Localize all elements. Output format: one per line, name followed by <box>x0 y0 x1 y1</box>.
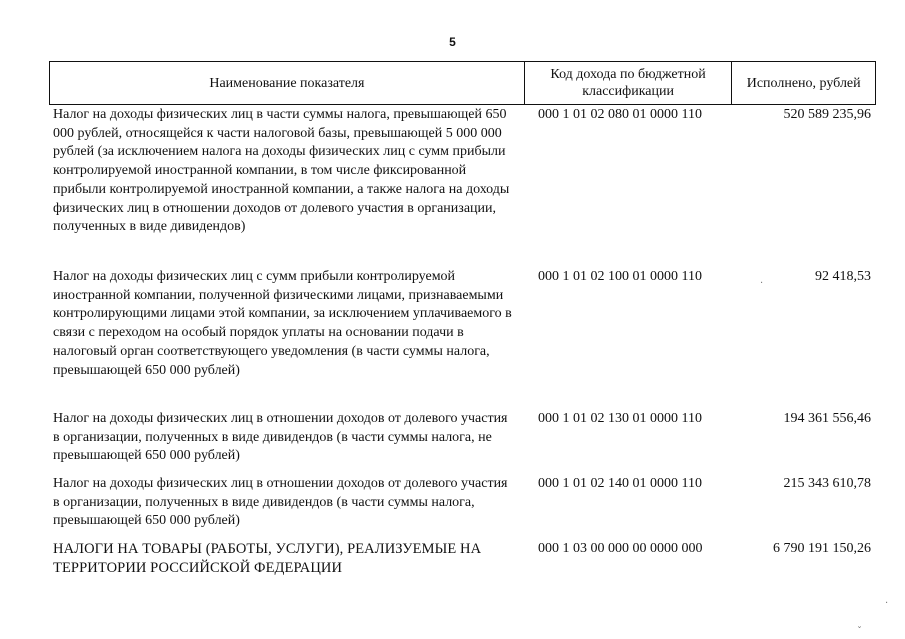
table-row <box>49 268 876 380</box>
row-value: 520 589 235,96 <box>783 107 871 122</box>
scan-speck: · <box>885 598 889 609</box>
row-code: 000 1 01 02 140 01 0000 110 <box>538 476 702 491</box>
table-row <box>49 106 876 237</box>
table-row <box>49 410 876 466</box>
row-name: Налог на доходы физических лиц в отношении доходов от долевого участия в организации, полученных в виде дивидендов (в части суммы налога, превышающей 650 000 рублей) <box>53 476 508 529</box>
header-value: Исполнено, рублей <box>746 75 861 91</box>
row-value: 194 361 556,46 <box>783 411 871 426</box>
row-name: Налог на доходы физических лиц в части суммы налога, превышающей 650 000 рублей, относящейся к части налоговой базы, превышающей 5 000 000 рублей (за исключением налога на доходы физических лиц с сумм прибыли контролируемой иностранной компании, в том числе фиксированной прибыли контролируемой иностранной компании, а также налога на доходы физических лиц в отношении доходов от долевого участия в организации, полученных в виде дивидендов) <box>53 107 510 235</box>
row-name: Налог на доходы физических лиц в отношении доходов от долевого участия в организации, полученных в виде дивидендов (в части суммы налога, не превышающей 650 000 рублей) <box>53 411 508 464</box>
header-code: Код дохода по бюджетной классификации <box>525 62 733 104</box>
scan-speck: ˇ <box>857 626 862 637</box>
row-value: 92 418,53 <box>815 269 871 284</box>
scan-speck: · <box>760 278 764 289</box>
revenue-table <box>49 61 876 576</box>
row-name: Налог на доходы физических лиц с сумм прибыли контролируемой иностранной компании, полученной физическими лицами, признаваемыми контролирующими лицами этой компании, за исключением уплачиваемого в связи с переходом на особый порядок уплаты на основании подачи в налоговый орган соответствующего уведомления (в части суммы налога, превышающей 650 000 рублей) <box>53 269 512 378</box>
row-code: 000 1 03 00 000 00 0000 000 <box>538 541 703 556</box>
table-row <box>49 475 876 531</box>
row-value: 215 343 610,78 <box>783 476 871 491</box>
table-row <box>49 540 876 577</box>
row-name: НАЛОГИ НА ТОВАРЫ (РАБОТЫ, УСЛУГИ), РЕАЛИЗУЕМЫЕ НА ТЕРРИТОРИИ РОССИЙСКОЙ ФЕДЕРАЦИИ <box>53 541 482 576</box>
header-name: Наименование показателя <box>50 62 525 104</box>
row-code: 000 1 01 02 080 01 0000 110 <box>538 107 702 122</box>
row-value: 6 790 191 150,26 <box>773 541 871 556</box>
page-number: 5 <box>449 35 456 49</box>
row-code: 000 1 01 02 130 01 0000 110 <box>538 411 702 426</box>
row-code: 000 1 01 02 100 01 0000 110 <box>538 269 702 284</box>
table-header <box>49 61 876 105</box>
